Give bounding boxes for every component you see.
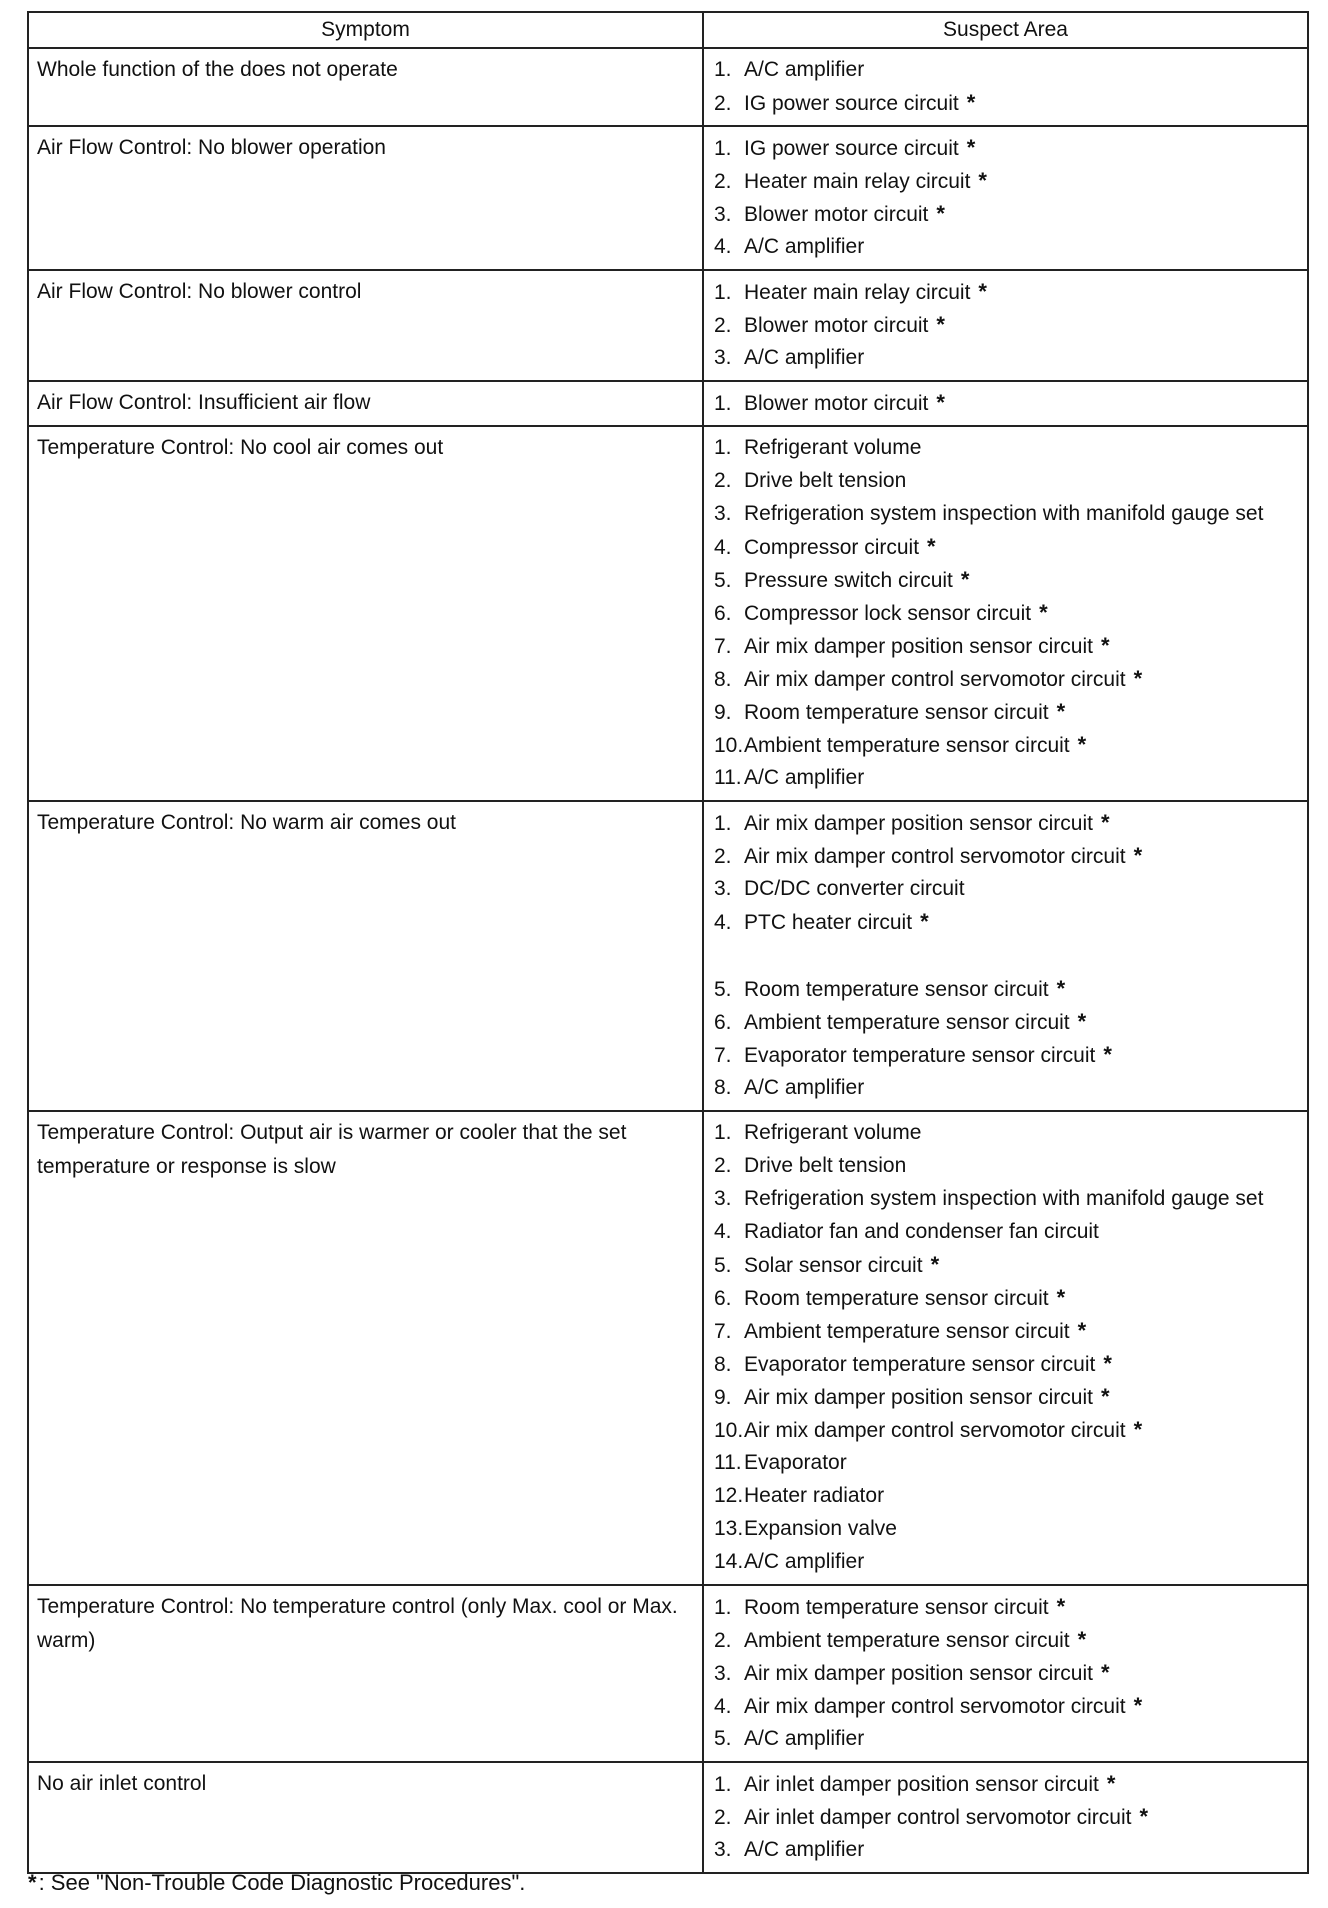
item-text: Ambient temperature sensor circuit — [744, 734, 1070, 757]
asterisk-icon: * — [927, 534, 936, 559]
item-text: Air mix damper position sensor circuit — [744, 1662, 1093, 1685]
item-text: Air mix damper position sensor circuit — [744, 812, 1093, 835]
item-text: DC/DC converter circuit — [744, 877, 965, 900]
item-text: A/C amplifier — [744, 1838, 865, 1861]
list-item — [714, 1005, 1299, 1038]
suspect-area-cell — [703, 381, 1308, 426]
item-number: 5. — [714, 1727, 732, 1750]
item-text: Refrigerant volume — [744, 1121, 922, 1144]
symptom-cell: Air Flow Control: Insufficient air flow — [28, 381, 703, 426]
asterisk-icon: * — [1100, 1384, 1110, 1409]
asterisk-icon: * — [1133, 1417, 1143, 1442]
list-item — [714, 1512, 1299, 1545]
table-row — [28, 426, 1308, 801]
list-item — [714, 464, 1299, 497]
list-item — [714, 728, 1299, 761]
item-number: 5. — [714, 569, 732, 592]
list-item — [714, 497, 1299, 530]
item-text: PTC heater circuit — [744, 911, 913, 934]
item-text: Solar sensor circuit — [744, 1254, 923, 1277]
list-item — [714, 596, 1299, 629]
item-number: 1. — [714, 812, 732, 835]
item-number: 9. — [714, 1386, 732, 1409]
symptom-cell: No air inlet control — [28, 1762, 703, 1873]
suspect-list — [714, 1590, 1299, 1755]
list-item — [714, 386, 1299, 419]
item-text: Pressure switch circuit — [744, 569, 953, 592]
header-row — [28, 12, 1308, 48]
item-text: A/C amplifier — [744, 1727, 865, 1750]
symptom-header: Symptom — [28, 12, 703, 48]
asterisk-icon: * — [1056, 699, 1066, 724]
symptom-cell: Temperature Control: Output air is warmer or cooler that the set temperature or response is slow — [28, 1111, 703, 1585]
item-number: 3. — [714, 203, 732, 226]
suspect-area-cell — [703, 801, 1308, 1111]
item-number: 8. — [714, 1076, 732, 1099]
list-item — [714, 1833, 1299, 1866]
list-item — [714, 872, 1299, 905]
item-number: 7. — [714, 1320, 732, 1343]
footnote-text: : See "Non-Trouble Code Diagnostic Procedures". — [38, 1870, 526, 1895]
item-text: Evaporator temperature sensor circuit — [744, 1353, 1096, 1376]
item-text: Air mix damper control servomotor circuit — [744, 1695, 1126, 1718]
asterisk-icon: * — [936, 390, 945, 415]
table-row — [28, 1111, 1308, 1585]
asterisk-icon: * — [1077, 732, 1087, 757]
item-number: 6. — [714, 1287, 732, 1310]
list-item — [714, 905, 1299, 938]
list-item — [714, 629, 1299, 662]
item-text: Refrigeration system inspection with manifold gauge set — [744, 502, 1264, 525]
list-item — [714, 662, 1299, 695]
item-text: A/C amplifier — [744, 1550, 865, 1573]
item-text: IG power source circuit — [744, 92, 959, 115]
asterisk-icon: * — [930, 1252, 940, 1277]
item-number: 3. — [714, 877, 732, 900]
list-item — [714, 1656, 1299, 1689]
list-item — [714, 1116, 1299, 1149]
item-number: 4. — [714, 235, 732, 258]
list-item — [714, 1722, 1299, 1755]
asterisk-icon: * — [1100, 810, 1110, 835]
asterisk-icon: * — [1077, 1627, 1087, 1652]
item-text: Ambient temperature sensor circuit — [744, 1320, 1070, 1343]
asterisk-icon: * — [1103, 1042, 1112, 1067]
item-number: 1. — [714, 1596, 732, 1619]
item-text: Blower motor circuit — [744, 314, 929, 337]
symptom-cell: Whole function of the does not operate — [28, 48, 703, 126]
item-text: Blower motor circuit — [744, 392, 929, 415]
item-number: 5. — [714, 1254, 732, 1277]
item-number: 3. — [714, 1187, 732, 1210]
suspect-list — [714, 806, 1299, 1104]
item-number: 1. — [714, 58, 732, 81]
item-number: 1. — [714, 137, 732, 160]
item-text: Air inlet damper position sensor circuit — [744, 1773, 1099, 1796]
item-number: 1. — [714, 1121, 732, 1144]
list-item — [714, 1623, 1299, 1656]
list-item — [714, 1380, 1299, 1413]
suspect-area-cell — [703, 1762, 1308, 1873]
suspect-list — [714, 1767, 1299, 1866]
item-number: 2. — [714, 469, 732, 492]
item-number: 1. — [714, 436, 732, 459]
item-text: Radiator fan and condenser fan circuit — [744, 1220, 1099, 1243]
asterisk-icon: * — [936, 201, 945, 226]
item-number: 1. — [714, 392, 732, 415]
item-number: 2. — [714, 1806, 732, 1829]
asterisk-icon: * — [966, 135, 976, 160]
item-number: 11. — [714, 766, 742, 789]
list-item — [714, 1446, 1299, 1479]
item-number: 3. — [714, 502, 732, 525]
item-text: Blower motor circuit — [744, 203, 929, 226]
symptom-cell: Air Flow Control: No blower operation — [28, 126, 703, 270]
list-item — [714, 1347, 1299, 1380]
item-text: A/C amplifier — [744, 346, 865, 369]
item-text: Room temperature sensor circuit — [744, 701, 1049, 724]
item-text: Heater radiator — [744, 1484, 885, 1507]
symptom-cell: Air Flow Control: No blower control — [28, 270, 703, 381]
list-item — [714, 1413, 1299, 1446]
list-item — [714, 1038, 1299, 1071]
asterisk-icon: * — [1133, 843, 1143, 868]
asterisk-icon: * — [1077, 1318, 1087, 1343]
item-number: 7. — [714, 635, 732, 658]
item-number: 4. — [714, 536, 732, 559]
item-text: A/C amplifier — [744, 58, 865, 81]
suspect-area-cell — [703, 1111, 1308, 1585]
item-number: 10. — [714, 1419, 744, 1442]
suspect-list — [714, 53, 1299, 119]
list-item — [714, 275, 1299, 308]
item-number: 3. — [714, 346, 732, 369]
list-item — [714, 1800, 1299, 1833]
item-text: Expansion valve — [744, 1517, 897, 1540]
item-text: Heater main relay circuit — [744, 170, 971, 193]
asterisk-icon: * — [1103, 1351, 1112, 1376]
list-item — [714, 1149, 1299, 1182]
item-number: 2. — [714, 170, 732, 193]
list-item — [714, 341, 1299, 374]
item-text: Evaporator temperature sensor circuit — [744, 1044, 1096, 1067]
item-text: Drive belt tension — [744, 469, 907, 492]
list-item — [714, 972, 1299, 1005]
list-item — [714, 1689, 1299, 1722]
item-text: A/C amplifier — [744, 1076, 865, 1099]
item-text: Refrigeration system inspection with manifold gauge set — [744, 1187, 1264, 1210]
list-item — [714, 230, 1299, 263]
list-item — [714, 1590, 1299, 1623]
suspect-area-cell — [703, 1585, 1308, 1762]
item-number: 4. — [714, 1695, 732, 1718]
item-number: 4. — [714, 911, 732, 934]
item-text: Room temperature sensor circuit — [744, 1287, 1049, 1310]
asterisk-icon: * — [920, 909, 929, 934]
asterisk-icon: * — [1100, 633, 1110, 658]
list-item — [714, 1767, 1299, 1800]
list-item — [714, 53, 1299, 86]
asterisk-icon: * — [1039, 600, 1048, 625]
item-text: Ambient temperature sensor circuit — [744, 1011, 1070, 1034]
table-row — [28, 1762, 1308, 1873]
asterisk-icon: * — [1106, 1771, 1116, 1796]
item-text: Evaporator — [744, 1451, 847, 1474]
table-row — [28, 801, 1308, 1111]
list-item — [714, 1182, 1299, 1215]
asterisk-icon: * — [966, 90, 976, 115]
list-item — [714, 1281, 1299, 1314]
list-item — [714, 197, 1299, 230]
item-number: 13. — [714, 1517, 744, 1540]
asterisk-icon: * — [1133, 666, 1143, 691]
asterisk-icon: * — [28, 1870, 37, 1895]
list-item — [714, 431, 1299, 464]
suspect-list — [714, 131, 1299, 263]
item-text: A/C amplifier — [744, 766, 865, 789]
diagnosis-table — [27, 11, 1309, 1874]
list-item — [714, 761, 1299, 794]
table-row — [28, 381, 1308, 426]
suspect-area-cell — [703, 270, 1308, 381]
list-item — [714, 806, 1299, 839]
item-text: Air mix damper position sensor circuit — [744, 635, 1093, 658]
table-row — [28, 48, 1308, 126]
list-item — [714, 308, 1299, 341]
asterisk-icon: * — [1056, 1285, 1066, 1310]
item-text: Air mix damper position sensor circuit — [744, 1386, 1093, 1409]
item-number: 1. — [714, 281, 732, 304]
item-text: Air inlet damper control servomotor circuit — [744, 1806, 1132, 1829]
list-item — [714, 1545, 1299, 1578]
item-number: 2. — [714, 1629, 732, 1652]
suspect-area-header: Suspect Area — [703, 12, 1308, 48]
asterisk-icon: * — [1077, 1009, 1087, 1034]
suspect-list — [714, 431, 1299, 794]
item-number: 6. — [714, 602, 732, 625]
item-text: Room temperature sensor circuit — [744, 978, 1049, 1001]
item-number: 1. — [714, 1773, 732, 1796]
list-item — [714, 1314, 1299, 1347]
item-number: 3. — [714, 1662, 732, 1685]
symptom-cell: Temperature Control: No warm air comes out — [28, 801, 703, 1111]
asterisk-icon: * — [1100, 1660, 1110, 1685]
asterisk-icon: * — [978, 279, 987, 304]
list-item — [714, 563, 1299, 596]
item-number: 6. — [714, 1011, 732, 1034]
list-item — [714, 86, 1299, 119]
item-text: A/C amplifier — [744, 235, 865, 258]
suspect-list — [714, 1116, 1299, 1578]
asterisk-icon: * — [936, 312, 945, 337]
suspect-list — [714, 275, 1299, 374]
item-number: 4. — [714, 1220, 732, 1243]
item-text: Heater main relay circuit — [744, 281, 971, 304]
list-item — [714, 1071, 1299, 1104]
item-number: 2. — [714, 845, 732, 868]
list-item — [714, 131, 1299, 164]
item-number: 14. — [714, 1550, 744, 1573]
list-item — [714, 839, 1299, 872]
item-number: 9. — [714, 701, 732, 724]
item-number: 2. — [714, 314, 732, 337]
suspect-area-cell — [703, 426, 1308, 801]
table-body — [28, 48, 1308, 1873]
list-item — [714, 695, 1299, 728]
asterisk-icon: * — [960, 567, 970, 592]
item-text: Air mix damper control servomotor circuit — [744, 668, 1126, 691]
list-item — [714, 1248, 1299, 1281]
footnote — [28, 1870, 525, 1896]
suspect-area-cell — [703, 48, 1308, 126]
list-item — [714, 164, 1299, 197]
item-text: Refrigerant volume — [744, 436, 922, 459]
table-row — [28, 126, 1308, 270]
item-number: 8. — [714, 1353, 732, 1376]
asterisk-icon: * — [1056, 976, 1066, 1001]
asterisk-icon: * — [1133, 1693, 1143, 1718]
table-row — [28, 1585, 1308, 1762]
item-text: Drive belt tension — [744, 1154, 907, 1177]
item-text: IG power source circuit — [744, 137, 959, 160]
item-number: 11. — [714, 1451, 742, 1474]
list-item — [714, 1215, 1299, 1248]
suspect-list — [714, 386, 1299, 419]
asterisk-icon: * — [1139, 1804, 1149, 1829]
item-number: 8. — [714, 668, 732, 691]
item-text: Air mix damper control servomotor circuit — [744, 845, 1126, 868]
table-row — [28, 270, 1308, 381]
item-number: 5. — [714, 978, 732, 1001]
list-item — [714, 1479, 1299, 1512]
item-number: 7. — [714, 1044, 732, 1067]
item-number: 2. — [714, 1154, 732, 1177]
item-text: Air mix damper control servomotor circuit — [744, 1419, 1126, 1442]
suspect-area-cell — [703, 126, 1308, 270]
symptom-cell: Temperature Control: No temperature control (only Max. cool or Max. warm) — [28, 1585, 703, 1762]
item-number: 2. — [714, 92, 732, 115]
item-text: Room temperature sensor circuit — [744, 1596, 1049, 1619]
symptom-cell: Temperature Control: No cool air comes out — [28, 426, 703, 801]
item-text: Compressor lock sensor circuit — [744, 602, 1032, 625]
list-item — [714, 530, 1299, 563]
item-text: Compressor circuit — [744, 536, 920, 559]
item-number: 3. — [714, 1838, 732, 1861]
item-number: 12. — [714, 1484, 744, 1507]
item-text: Ambient temperature sensor circuit — [744, 1629, 1070, 1652]
item-number: 10. — [714, 734, 744, 757]
asterisk-icon: * — [978, 168, 987, 193]
asterisk-icon: * — [1056, 1594, 1066, 1619]
